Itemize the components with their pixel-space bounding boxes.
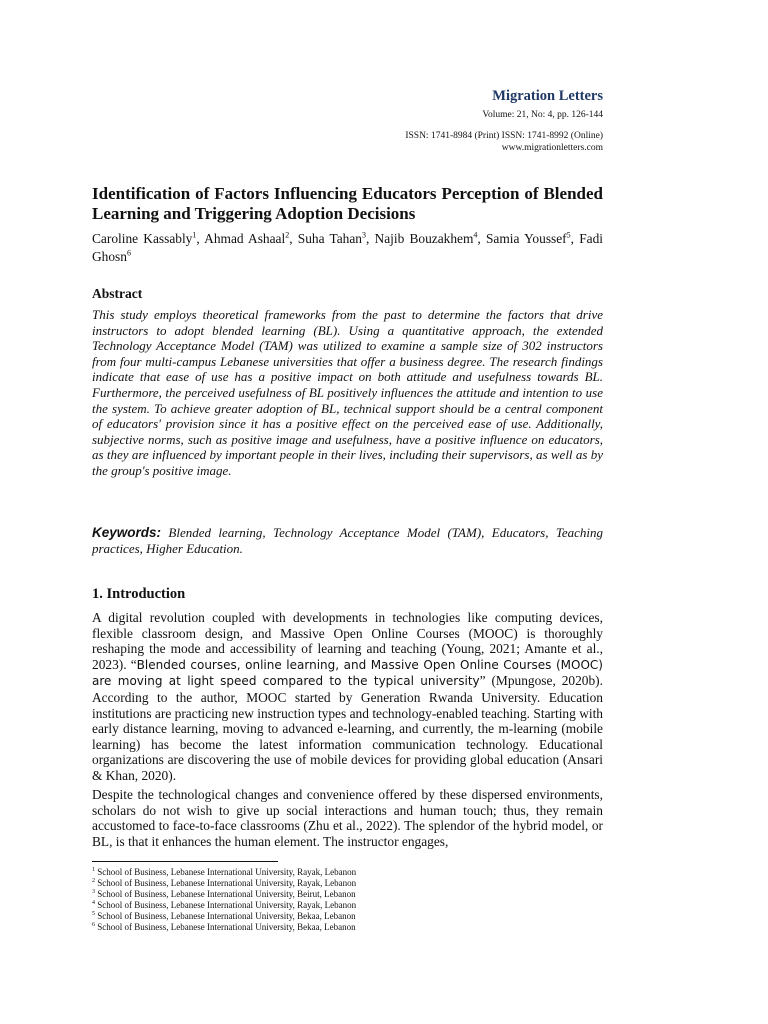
footnote-text: School of Business, Lebanese International University, Bekaa, Lebanon bbox=[97, 911, 356, 921]
author-name: Caroline Kassably bbox=[92, 231, 193, 246]
footnotes bbox=[92, 867, 512, 933]
footnote-mark: 4 bbox=[92, 900, 95, 906]
intro-paragraph-1 bbox=[92, 610, 603, 784]
journal-volume: Volume: 21, No: 4, pp. 126-144 bbox=[482, 110, 603, 120]
journal-url: www.migrationletters.com bbox=[501, 143, 603, 153]
abstract-text: This study employs theoretical frameworks from the past to determine the factors that drive instructors to adopt blended learning (BL). Using a quantitative approach, the extended Technology Acceptance Model (TAM) was utilized to examine a sample size of 302 instructors from four multi-campus Lebanese universities that offer a business degree. The research findings indicate that ease of use has a positive impact on both attitude and usefulness towards BL. Furthermore, the perceived usefulness of BL positively influences the attitude and intention to use the system. To achieve greater adoption of BL, technical support should be a central component of educators' provision since it has a positive effect on the perceived ease of use. Additionally, subjective norms, such as positive image and usefulness, have a positive influence on educators, as they are influenced by important people in their lives, including their supervisors, as well as by the group's positive image. bbox=[92, 307, 603, 478]
keywords-label: Keywords: bbox=[92, 525, 162, 540]
author bbox=[375, 231, 486, 246]
author bbox=[204, 231, 298, 246]
author-separator: , bbox=[289, 231, 298, 246]
footnote-mark: 6 bbox=[92, 922, 95, 928]
author-separator: , bbox=[570, 231, 580, 246]
author-name: Suha Tahan bbox=[297, 231, 362, 246]
author bbox=[92, 231, 204, 246]
footnote bbox=[92, 889, 512, 900]
footnote-mark: 3 bbox=[92, 889, 95, 895]
author bbox=[486, 231, 579, 246]
footnote-text: School of Business, Lebanese International University, Rayak, Lebanon bbox=[97, 900, 357, 910]
author-affiliation-mark: 1 bbox=[192, 230, 197, 240]
footnote-mark: 5 bbox=[92, 911, 95, 917]
footnote bbox=[92, 911, 512, 922]
journal-header bbox=[405, 86, 603, 154]
author bbox=[298, 231, 375, 246]
footnote bbox=[92, 922, 512, 933]
footnote bbox=[92, 878, 512, 889]
author-name: Fadi Ghosn bbox=[92, 231, 603, 264]
author-separator: , bbox=[477, 231, 486, 246]
author-affiliation-mark: 5 bbox=[566, 230, 571, 240]
intro-paragraph-1-start: A digital revolution coupled with developments in technologies like computing devices, flexible classroom design, and Massive Open Online Courses (MOOC) is thoroughly reshaping the mode and accessibility of learning and teaching (Young, 2021; Amante et al., 2023). “ bbox=[92, 610, 603, 672]
footnote-text: School of Business, Lebanese International University, Rayak, Lebanon bbox=[97, 867, 357, 877]
keywords bbox=[92, 525, 603, 557]
author-affiliation-mark: 4 bbox=[473, 230, 478, 240]
footnote-text: School of Business, Lebanese International University, Bekaa, Lebanon bbox=[97, 922, 356, 932]
footnote-text: School of Business, Lebanese International University, Beirut, Lebanon bbox=[97, 889, 356, 899]
author-affiliation-mark: 3 bbox=[362, 230, 366, 240]
footnote bbox=[92, 867, 512, 878]
author-name: Samia Youssef bbox=[485, 231, 567, 246]
author-affiliation-mark: 6 bbox=[126, 248, 131, 258]
footnote bbox=[92, 900, 512, 911]
section-heading-introduction: 1. Introduction bbox=[92, 586, 186, 602]
keywords-text: Blended learning, Technology Acceptance Model (TAM), Educators, Teaching practices, Higher Education. bbox=[92, 525, 604, 556]
journal-name: Migration Letters bbox=[492, 88, 603, 104]
footnote-divider bbox=[92, 861, 278, 862]
paper-title: Identification of Factors Influencing Educators Perception of Blended Learning and Triggering Adoption Decisions bbox=[92, 184, 603, 223]
author-separator: , bbox=[366, 231, 375, 246]
footnote-mark: 1 bbox=[92, 867, 95, 873]
journal-issn: ISSN: 1741-8984 (Print) ISSN: 1741-8992 (Online) bbox=[405, 131, 603, 141]
intro-paragraph-1-end: ” (Mpungose, 2020b). According to the author, MOOC started by Generation Rwanda University. Education institutions are practicing new instruction types and technology-enabled teaching. Starting with early distance learning, moving to advanced e-learning, and currently, the m-learning (mobile learning) has become the latest information communication technology. Educational organizations are discovering the use of mobile devices for providing global education (Ansari & Khan, 2020). bbox=[92, 673, 603, 783]
author-name: Najib Bouzakhem bbox=[374, 231, 474, 246]
footnote-mark: 2 bbox=[92, 878, 95, 884]
author-list bbox=[92, 230, 603, 266]
author-name: Ahmad Ashaal bbox=[204, 231, 286, 246]
intro-quote: Blended courses, online learning, and Massive Open Online Courses (MOOC) are moving at light speed compared to the typical university bbox=[92, 657, 603, 689]
author-separator: , bbox=[196, 231, 205, 246]
author-affiliation-mark: 2 bbox=[285, 230, 290, 240]
intro-paragraph-2: Despite the technological changes and convenience offered by these dispersed environments, scholars do not wish to give up social interactions and human touch; thus, they remain accustomed to face-to-face classrooms (Zhu et al., 2022). The splendor of the hybrid model, or BL, is that it enhances the human element. The instructor engages, bbox=[92, 787, 603, 849]
abstract-heading: Abstract bbox=[92, 286, 143, 301]
footnote-text: School of Business, Lebanese International University, Rayak, Lebanon bbox=[97, 878, 357, 888]
